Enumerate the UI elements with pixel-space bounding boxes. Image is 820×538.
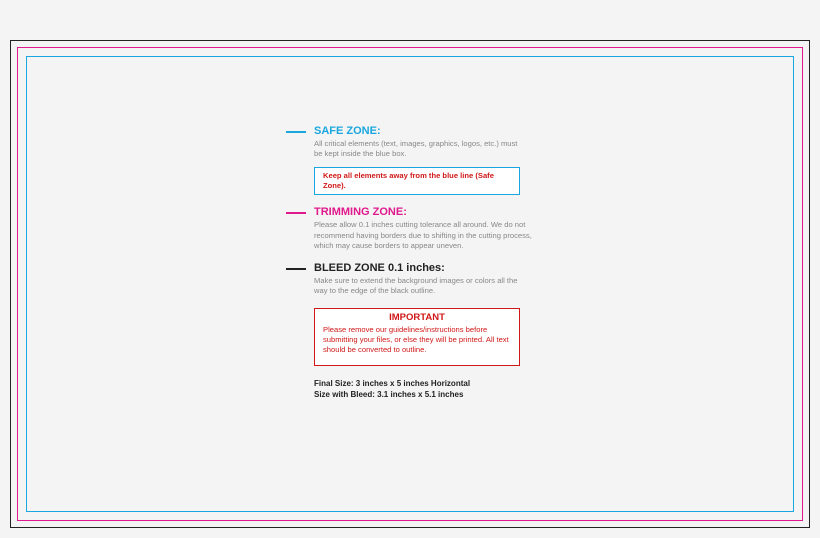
safe-zone-note: Keep all elements away from the blue line (Safe Zone). xyxy=(323,171,494,191)
safe-zone-legend-line xyxy=(286,131,306,133)
safe-zone-title: SAFE ZONE: xyxy=(314,125,381,137)
bleed-zone-title: BLEED ZONE 0.1 inches: xyxy=(314,262,445,275)
important-text: Please remove our guidelines/instructions before submitting your files, or else they will be printed. All text should be converted to outline. xyxy=(323,325,509,355)
important-box xyxy=(314,308,520,366)
bleed-zone-section xyxy=(286,261,546,400)
bleed-size: Size with Bleed: 3.1 inches x 5.1 inches xyxy=(314,390,464,400)
trimming-zone-description: Please allow 0.1 inches cutting tolerance all around. We do not recommend having borders due to shifting in the cutting process, which may cause borders to appear uneven. xyxy=(314,220,532,250)
bleed-zone-legend-line xyxy=(286,268,306,270)
guidelines-panel xyxy=(286,124,546,400)
safe-zone-section xyxy=(286,124,546,195)
size-info xyxy=(314,378,546,400)
trimming-zone-section xyxy=(286,205,546,251)
safe-zone-note-box xyxy=(314,167,520,195)
final-size: Final Size: 3 inches x 5 inches Horizontal xyxy=(314,379,471,389)
important-title: IMPORTANT xyxy=(389,312,445,324)
trimming-zone-legend-line xyxy=(286,212,306,214)
safe-zone-description: All critical elements (text, images, graphics, logos, etc.) must be kept inside the blue box. xyxy=(314,139,518,159)
bleed-zone-description: Make sure to extend the background images or colors all the way to the edge of the black outline. xyxy=(314,276,518,296)
trimming-zone-title: TRIMMING ZONE: xyxy=(314,206,407,219)
